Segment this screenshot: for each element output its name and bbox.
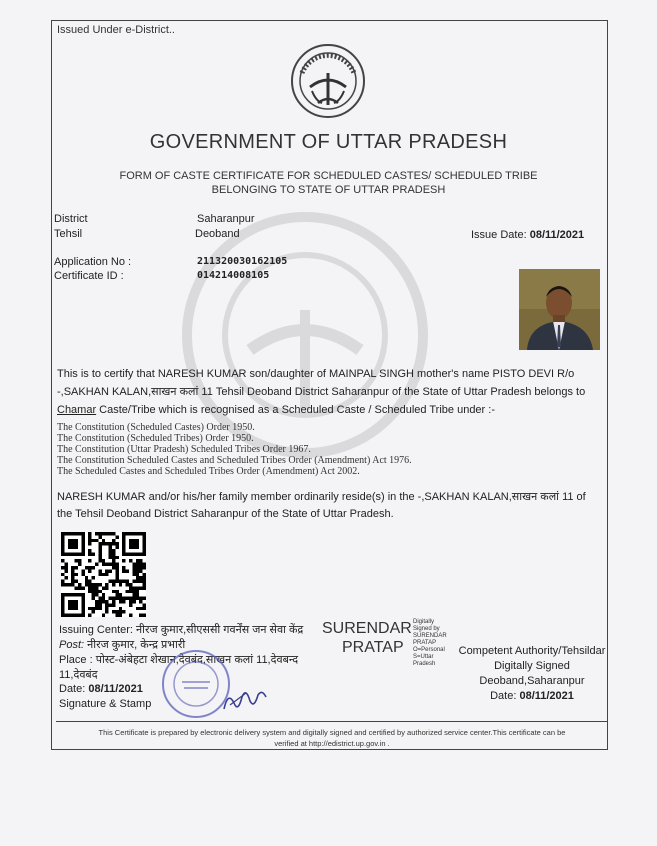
authority-block	[452, 645, 612, 702]
digital-sign-detail: SURENDAR	[413, 633, 447, 639]
authority-date-value: 08/11/2021	[519, 690, 574, 702]
issuing-center	[59, 622, 303, 637]
certify-line3	[57, 403, 607, 418]
post-value: नीरज कुमार, केन्द्र प्रभारी	[87, 639, 186, 651]
subtitle-line1: FORM OF CASTE CERTIFICATE FOR SCHEDULED CASTES/ SCHEDULED TRIBE	[119, 170, 538, 182]
place-value: पोस्ट-अंबेहटा शेखान,देवबंद,साखन कलां 11,देवबन्द	[95, 654, 299, 666]
digital-sign-detail: Digitally	[413, 619, 435, 625]
digital-sign-name2: PRATAP	[342, 639, 404, 656]
issuing-date-value: 08/11/2021	[88, 683, 143, 695]
certify-line3-rest: Caste/Tribe which is recognised as a Scheduled Caste / Scheduled Tribe under :-	[96, 404, 495, 416]
digital-sign-detail: Pradesh	[413, 661, 436, 667]
footer-line1: This Certificate is prepared by electronic delivery system and digitally signed and certified by authorized service center.This certificate can be	[98, 728, 566, 737]
place-label: Place :	[59, 654, 93, 666]
issuing-date-label: Date:	[59, 683, 86, 695]
residence-line1: NARESH KUMAR and/or his/her family member ordinarily reside(s) in the -,SAKHAN KALAN,साखन कलां 11 of	[57, 491, 586, 503]
applicant-photo	[519, 269, 600, 350]
issue-date-value: 08/11/2021	[529, 229, 585, 241]
post-label: Post:	[59, 639, 85, 651]
residence-line2: the Tehsil Deoband District Saharanpur of the State of Uttar Pradesh.	[57, 508, 394, 520]
digital-sign-detail: Signed by	[413, 626, 440, 632]
qr-code	[61, 532, 146, 617]
up-emblem	[288, 43, 368, 119]
list-item: The Constitution Scheduled Castes and Scheduled Tribes Order (Amendment) Act 1976.	[57, 455, 412, 466]
tehsil-label: Tehsil	[54, 228, 83, 240]
list-item: The Constitution (Scheduled Tribes) Order 1950.	[57, 433, 254, 444]
handwritten-signature	[220, 683, 270, 715]
certificate-value: 014214008105	[197, 270, 270, 281]
place-value-2: 11,देवबंद	[59, 669, 98, 681]
issued-note: Issued Under e-District..	[57, 24, 175, 36]
signature-stamp-label: Signature & Stamp	[59, 698, 152, 710]
authority-title: Competent Authority/Tehsildar	[458, 645, 606, 657]
caste-name: Chamar	[57, 404, 97, 416]
residence-paragraph	[57, 490, 607, 522]
digital-sign-detail: O=Personal	[413, 647, 445, 653]
authority-place: Deoband,Saharanpur	[479, 675, 585, 687]
page-title: GOVERNMENT OF UTTAR PRADESH	[149, 131, 508, 153]
constitution-list	[57, 422, 412, 477]
list-item: The Constitution (Scheduled Castes) Order 1950.	[57, 422, 255, 433]
digital-sign-detail: PRATAP	[413, 640, 437, 646]
issue-date	[471, 229, 584, 241]
issuing-date	[59, 683, 143, 695]
subtitle-line2: BELONGING TO STATE OF UTTAR PRADESH	[211, 184, 446, 196]
footer-note	[56, 727, 608, 749]
district-label: District	[54, 213, 88, 225]
authority-date	[452, 690, 612, 702]
footer-line2: verified at http://edistrict.up.gov.in .	[274, 739, 390, 748]
certify-paragraph	[57, 367, 607, 418]
digital-sign-detail: S=Uttar	[413, 654, 434, 660]
authority-date-label: Date:	[490, 690, 517, 702]
issuing-center-label: Issuing Center:	[59, 624, 133, 636]
application-value: 211320030162105	[197, 256, 288, 267]
digital-sign-name1: SURENDAR	[322, 620, 412, 637]
application-label: Application No :	[54, 256, 132, 268]
list-item: The Constitution (Uttar Pradesh) Scheduled Tribes Order 1967.	[57, 444, 311, 455]
district-value: Saharanpur	[197, 213, 255, 225]
tehsil-value: Deoband	[195, 228, 240, 240]
list-item: The Scheduled Castes and Scheduled Tribes Order (Amendment) Act 2002.	[57, 466, 360, 477]
issuing-center-value: नीरज कुमार,सीएससी गवर्नेंस जन सेवा केंद्र	[136, 624, 304, 636]
certify-line1: This is to certify that NARESH KUMAR son/daughter of MAINPAL SINGH mother's name PISTO DEVI R/o	[57, 368, 575, 380]
authority-signed: Digitally Signed	[494, 660, 570, 672]
issue-date-label: Issue Date:	[471, 229, 527, 241]
certify-line2: -,SAKHAN KALAN,साखन कलां 11 Tehsil Deoband District Saharanpur of the State of Uttar Pradesh belongs to	[57, 386, 586, 398]
certificate-label: Certificate ID :	[54, 270, 124, 282]
digital-sign-details	[413, 619, 447, 668]
